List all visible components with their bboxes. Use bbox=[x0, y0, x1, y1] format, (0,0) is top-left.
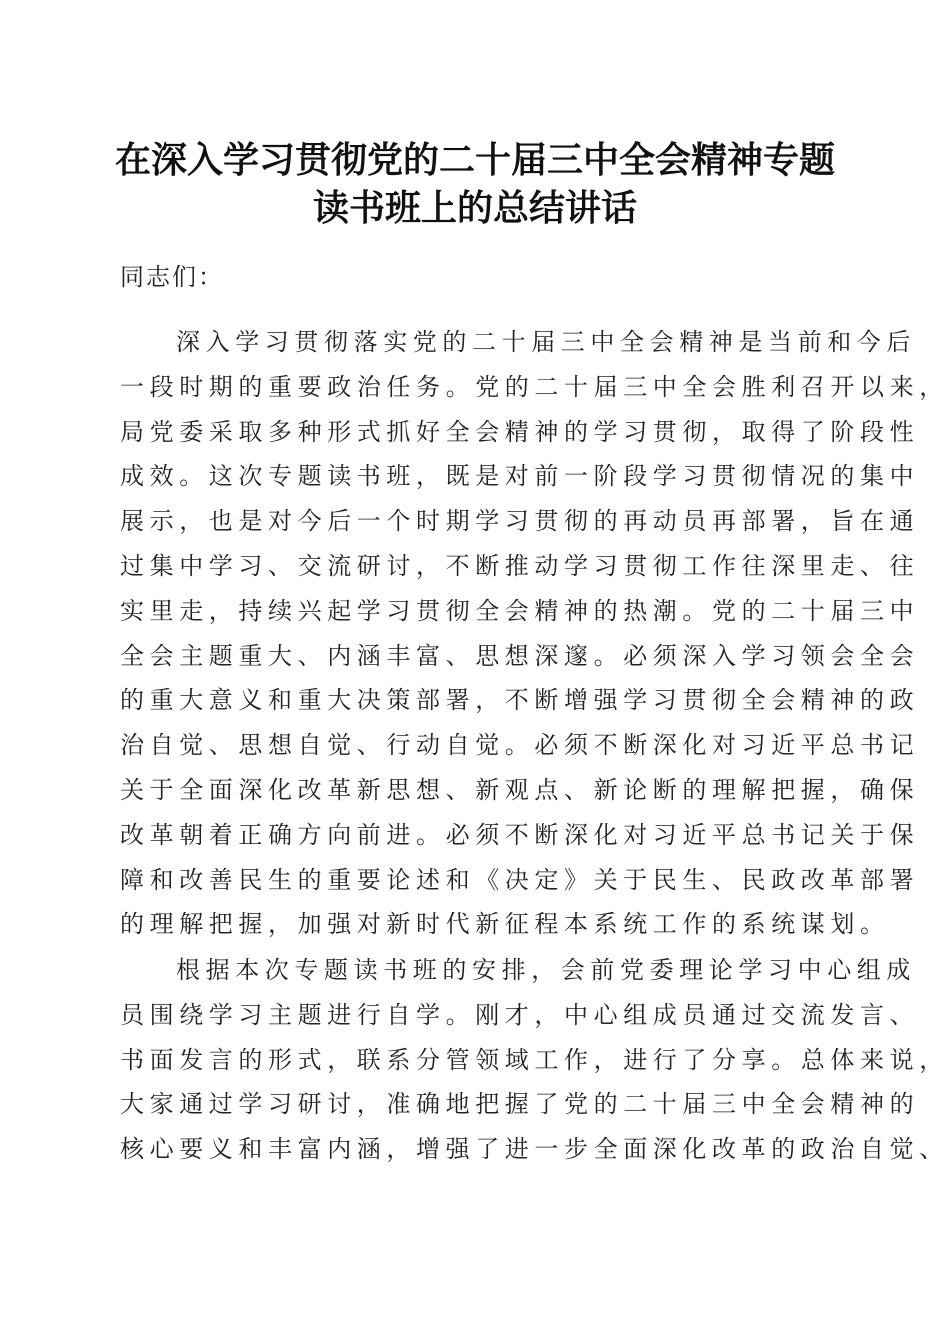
paragraph-line: 治自觉、思想自觉、行动自觉。必须不断深化对习近平总书记 bbox=[120, 731, 920, 760]
paragraph-line: 全会主题重大、内涵丰富、思想深邃。必须深入学习领会全会 bbox=[120, 641, 920, 670]
paragraph-line: 一段时期的重要政治任务。党的二十届三中全会胜利召开以来， bbox=[120, 372, 949, 401]
paragraph-line: 深入学习贯彻落实党的二十届三中全会精神是当前和今后 bbox=[176, 328, 916, 356]
paragraph-line: 局党委采取多种形式抓好全会精神的学习贯彻，取得了阶段性 bbox=[120, 417, 920, 446]
paragraph-line: 大家通过学习研讨，准确地把握了党的二十届三中全会精神的 bbox=[120, 1090, 920, 1119]
paragraph-line: 员围绕学习主题进行自学。刚才，中心组成员通过交流发言、 bbox=[120, 1000, 920, 1029]
paragraph-line: 障和改善民生的重要论述和《决定》关于民生、民政改革部署 bbox=[120, 865, 920, 894]
paragraph-line: 展示，也是对今后一个时期学习贯彻的再动员再部署，旨在通 bbox=[120, 507, 920, 536]
paragraph-1 bbox=[120, 320, 949, 947]
document-title-line-2: 读书班上的总结讲话 bbox=[312, 187, 637, 229]
paragraph-line: 根据本次专题读书班的安排，会前党委理论学习中心组成 bbox=[176, 956, 916, 984]
paragraph-line: 实里走，持续兴起学习贯彻全会精神的热潮。党的二十届三中 bbox=[120, 596, 920, 625]
paragraph-line: 的重大意义和重大决策部署，不断增强学习贯彻全会精神的政 bbox=[120, 686, 920, 715]
paragraph-line: 改革朝着正确方向前进。必须不断深化对习近平总书记关于保 bbox=[120, 820, 920, 849]
paragraph-line: 过集中学习、交流研讨，不断推动学习贯彻工作往深里走、往 bbox=[120, 551, 920, 580]
paragraph-line: 的理解把握，加强对新时代新征程本系统工作的系统谋划。 bbox=[120, 910, 890, 939]
paragraph-line: 关于全面深化改革新思想、新观点、新论断的理解把握，确保 bbox=[120, 775, 920, 804]
salutation: 同志们： bbox=[120, 263, 224, 291]
paragraph-line: 核心要义和丰富内涵，增强了进一步全面深化改革的政治自觉、 bbox=[120, 1135, 949, 1164]
paragraph-2 bbox=[120, 948, 949, 1172]
paragraph-line: 成效。这次专题读书班，既是对前一阶段学习贯彻情况的集中 bbox=[120, 462, 920, 491]
paragraph-line: 书面发言的形式，联系分管领域工作，进行了分享。总体来说， bbox=[120, 1045, 949, 1074]
document-title-line-1: 在深入学习贯彻党的二十届三中全会精神专题 bbox=[114, 139, 835, 181]
